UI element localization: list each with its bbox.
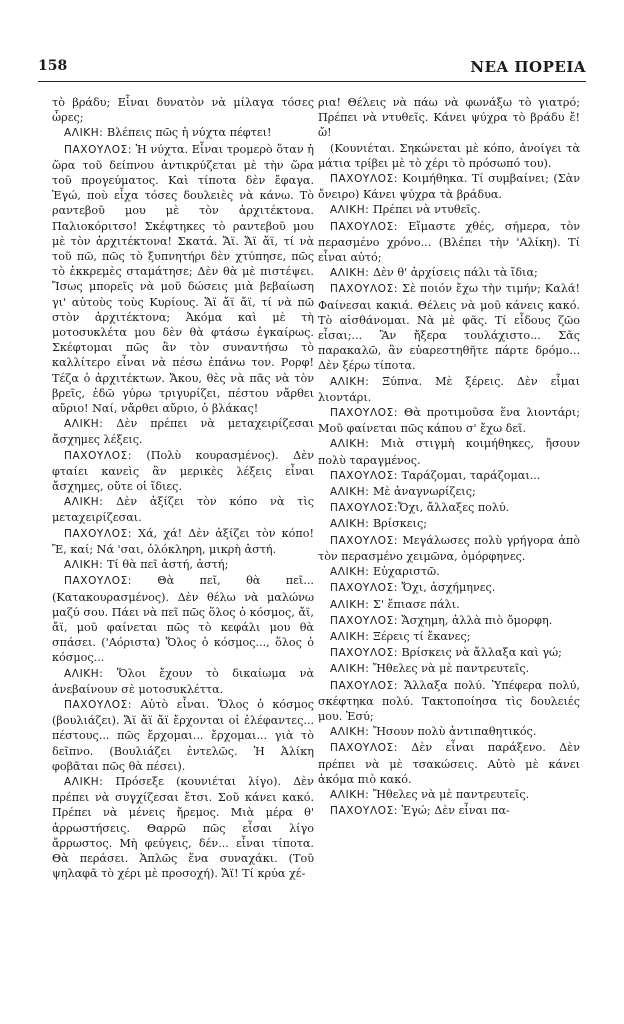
dialogue-text: Μὲ ἀναγνωρίζεις;: [369, 485, 476, 499]
dialogue-paragraph: [318, 597, 580, 613]
dialogue-text: Ὄχι, ἀσχήμηνες.: [397, 581, 496, 595]
speaker-name: ΑΛΙΚΗ:: [330, 726, 370, 739]
dialogue-paragraph: [318, 740, 580, 787]
dialogue-text: Θὰ πεῖ, θὰ πεῖ... (Κατακουρασμένος). Δὲν θέλω νὰ μαλώνω μαζύ σου. Πάει νὰ πεῖ πῶς ὅλος ὁ κόσμος, ἄϊ, ἄϊ, μοῦ φαίνεται πῶς τὸ κεφάλι μου θὰ σπάσει. ('Αόριστα) Ὅλος ὁ κόσμος..., ὅλος ὁ κόσμος...: [52, 574, 314, 665]
dialogue-text: Δὲν ἀξίζει τὸν κόπο νὰ τὶς μεταχειρίζεσαι.: [52, 495, 314, 525]
dialogue-paragraph: [52, 666, 314, 697]
speaker-name: ΑΛΙΚΗ:: [330, 598, 370, 611]
dialogue-text: Μιὰ στιγμὴ κοιμήθηκες, ἤσουν πολὺ ταραγμένος.: [318, 437, 580, 467]
dialogue-text: Τί θὰ πεῖ ἀστή, ἀστή;: [103, 558, 229, 572]
dialogue-paragraph: [52, 774, 314, 881]
dialogue-text: Ὄχι, ἄλλαξες πολύ.: [397, 501, 510, 515]
dialogue-paragraph: [318, 787, 580, 803]
dialogue-text: Ὅλοι ἔχουν τὸ δικαίωμα νὰ ἀνεβαίνουν σὲ μοτοσυκλέττα.: [52, 666, 314, 696]
speaker-name: ΠΑΧΟΥΛΟΣ:: [330, 614, 398, 627]
left-column: [52, 95, 314, 881]
dialogue-text: Δὲν θ' ἀρχίσεις πάλι τὰ ἴδια;: [369, 266, 538, 280]
page-header: [38, 58, 586, 80]
speaker-name: ΠΑΧΟΥΛΟΣ:: [330, 582, 398, 595]
dialogue-paragraph: [318, 803, 580, 819]
dialogue-paragraph: [52, 95, 314, 125]
speaker-name: ΑΛΙΚΗ:: [330, 486, 370, 499]
dialogue-text: Σὲ ποιόν ἔχω τὴν τιμήν; Καλά! Φαίνεσαι κακιά. Θέλεις νὰ μοῦ κάνεις κακό. Τὸ αἰσθάνομαι. Νὰ μὲ φᾶς. Τί εἶδους ζῶο εἶσαι;... Ἂν ἤξερα τουλάχιστο... Σᾶς παρακαλῶ, ἂν εὐαρεστηθῆτε πάρτε δρόμο... Δὲν ξέρω τίποτα.: [318, 282, 580, 373]
dialogue-paragraph: [318, 484, 580, 500]
dialogue-paragraph: [318, 629, 580, 645]
speaker-name: ΠΑΧΟΥΛΟΣ:: [330, 679, 398, 692]
dialogue-paragraph: [52, 142, 314, 417]
dialogue-text: ρια! Θέλεις νὰ πάω νὰ φωνάξω τὸ γιατρό; Πρέπει νὰ ντυθεῖς. Κάνει ψύχρα τὸ βράδυ ἔ! ὤ!: [318, 96, 580, 140]
dialogue-paragraph: [318, 661, 580, 677]
dialogue-paragraph: [318, 468, 580, 484]
dialogue-paragraph: [318, 436, 580, 467]
speaker-name: ΠΑΧΟΥΛΟΣ:: [330, 469, 398, 482]
speaker-name: ΠΑΧΟΥΛΟΣ:: [64, 527, 132, 540]
speaker-name: ΑΛΙΚΗ:: [330, 566, 370, 579]
speaker-name: ΠΑΧΟΥΛΟΣ:: [330, 407, 398, 420]
dialogue-paragraph: [318, 580, 580, 596]
dialogue-paragraph: [318, 613, 580, 629]
dialogue-text: Δὲν πρέπει νὰ μεταχειρίζεσαι ἄσχημες λέξεις.: [52, 417, 314, 447]
speaker-name: ΑΛΙΚΗ:: [64, 127, 104, 140]
speaker-name: ΑΛΙΚΗ:: [330, 663, 370, 676]
speaker-name: ΠΑΧΟΥΛΟΣ:: [64, 575, 132, 588]
dialogue-paragraph: [318, 500, 580, 516]
speaker-name: ΑΛΙΚΗ:: [330, 375, 370, 388]
dialogue-text: Αὐτὸ εἶναι. Ὅλος ὁ κόσμος (βουλιάζει). Ἄϊ ἄϊ ἄϊ ἔρχονται οἱ ἐλέφαντες... πέστους... πῶς ἔρχομαι... ἔρχομαι... γιὰ τὸ δεῖπνο. (Βουλιάζει ἐντελῶς. Ἡ Ἀλίκη φοβᾶται πῶς θὰ πέσει).: [52, 697, 314, 773]
dialogue-paragraph: [318, 516, 580, 532]
dialogue-paragraph: [318, 374, 580, 405]
dialogue-text: Πρόσεξε (κουνιέται λίγο). Δὲν πρέπει νὰ συγχίζεσαι ἔτσι. Σοῦ κάνει κακό. Πρέπει νὰ μένεις ἤρεμος. Μιὰ μέρα θ' ἀρρωστήσεις. Θαρρῶ πῶς εἶσαι λίγο ἄρρωστος. Μὴ φεύγεις, δέν... εἶναι τίποτα. Θὰ περάσει. Ἁπλῶς ἕνα συναχάκι. (Τοῦ ψηλαφᾶ τὸ χέρι μὲ προσοχή). Ἄϊ! Τί κρύα χέ-: [52, 774, 314, 881]
dialogue-text: Εὐχαριστῶ.: [369, 565, 440, 579]
dialogue-text: Ἐγώ; Δὲν εἶναι πα-: [397, 804, 510, 818]
speaker-name: ΑΛΙΚΗ:: [64, 559, 104, 572]
dialogue-paragraph: [318, 202, 580, 218]
dialogue-paragraph: [52, 573, 314, 665]
speaker-name: ΑΛΙΚΗ:: [330, 630, 370, 643]
dialogue-text: Ἤθελες νὰ μὲ παντρευτεῖς.: [369, 787, 530, 801]
dialogue-paragraph: [52, 494, 314, 525]
dialogue-paragraph: [318, 141, 580, 171]
dialogue-text: Ἄλλαξα πολύ. Ὑπέφερα πολύ, σκέφτηκα πολύ. Τακτοποίησα τὶς δουλειές μου. Ἐσύ;: [318, 678, 580, 723]
dialogue-paragraph: [52, 416, 314, 447]
dialogue-text: Πρέπει νὰ ντυθεῖς.: [369, 203, 481, 217]
speaker-name: ΠΑΧΟΥΛΟΣ:: [330, 220, 398, 233]
dialogue-text: Μεγάλωσες πολὺ γρήγορα ἀπὸ τὸν περασμένο χειμῶνα, ὀμόρφηνες.: [318, 533, 580, 563]
speaker-name: ΠΑΧΟΥΛΟΣ:: [330, 283, 398, 296]
page-number: 158: [38, 58, 68, 74]
speaker-name: ΑΛΙΚΗ:: [64, 418, 104, 431]
speaker-name: ΠΑΧΟΥΛΟΣ:: [330, 647, 398, 660]
speaker-name: ΠΑΧΟΥΛΟΣ:: [330, 742, 398, 755]
dialogue-paragraph: [318, 405, 580, 436]
dialogue-text: Ἤσουν πολὺ ἀντιπαθητικός.: [369, 725, 537, 739]
dialogue-text: Ξύπνα. Μὲ ξέρεις. Δὲν εἶμαι λιοντάρι.: [318, 374, 580, 404]
speaker-name: ΑΛΙΚΗ:: [330, 518, 370, 531]
speaker-name: ΑΛΙΚΗ:: [330, 267, 370, 280]
speaker-name: ΑΛΙΚΗ:: [330, 204, 370, 217]
dialogue-text: Ταράζομαι, ταράζομαι...: [397, 468, 541, 482]
dialogue-paragraph: [318, 281, 580, 373]
dialogue-text: Χά, χά! Δὲν ἀξίζει τὸν κόπο! Ἔ, καί; Νά 'σαι, ὁλόκληρη, μικρὴ ἀστή.: [52, 526, 314, 556]
dialogue-paragraph: [52, 557, 314, 573]
dialogue-paragraph: [318, 564, 580, 580]
dialogue-text: Ἤθελες νὰ μὲ παντρευτεῖς.: [369, 662, 530, 676]
dialogue-text: Ἄσχημη, ἀλλὰ πιὸ ὄμορφη.: [397, 613, 553, 627]
dialogue-text: Βρίσκεις;: [369, 517, 427, 531]
dialogue-text: Σ' ἔπιασε πάλι.: [369, 597, 460, 611]
dialogue-paragraph: [318, 95, 580, 141]
running-title: ΝΕΑ ΠΟΡΕΙΑ: [470, 58, 586, 76]
dialogue-text: τὸ βράδυ; Εἶναι δυνατὸν νὰ μίλαγα τόσες ὧρες;: [52, 96, 314, 125]
dialogue-paragraph: [318, 265, 580, 281]
dialogue-paragraph: [52, 448, 314, 495]
dialogue-paragraph: [52, 526, 314, 557]
speaker-name: ΠΑΧΟΥΛΟΣ:: [330, 805, 398, 818]
dialogue-paragraph: [318, 533, 580, 564]
speaker-name: ΠΑΧΟΥΛΟΣ:: [330, 502, 398, 515]
dialogue-text: Θὰ προτιμοῦσα ἕνα λιοντάρι; Μοῦ φαίνεται πῶς κάπου σ' ἔχω δεῖ.: [318, 406, 580, 436]
speaker-name: ΠΑΧΟΥΛΟΣ:: [64, 449, 132, 462]
speaker-name: ΠΑΧΟΥΛΟΣ:: [330, 534, 398, 547]
speaker-name: ΠΑΧΟΥΛΟΣ:: [64, 143, 132, 156]
dialogue-text: (Πολὺ κουρασμένος). Δὲν φταίει κανεὶς ἂν μερικὲς λέξεις εἶναι ἄσχημες, οὔτε οἱ ἴδιες.: [52, 448, 314, 494]
speaker-name: ΠΑΧΟΥΛΟΣ:: [64, 698, 132, 711]
dialogue-paragraph: [318, 645, 580, 661]
dialogue-paragraph: [52, 697, 314, 774]
dialogue-text: Δὲν εἶναι παράξενο. Δὲν πρέπει νὰ μὲ τσακώσεις. Αὐτὸ μὲ κάνει ἀκόμα πιὸ κακό.: [318, 741, 580, 786]
dialogue-text: Εἴμαστε χθές, σήμερα, τὸν περασμένο χρόνο... (Βλέπει τὴν 'Αλίκη). Τί εἶναι αὐτό;: [318, 219, 580, 265]
speaker-name: ΑΛΙΚΗ:: [64, 775, 104, 788]
dialogue-paragraph: [318, 171, 580, 202]
dialogue-paragraph: [52, 125, 314, 141]
dialogue-paragraph: [318, 724, 580, 740]
speaker-name: ΑΛΙΚΗ:: [64, 667, 104, 680]
speaker-name: ΠΑΧΟΥΛΟΣ:: [330, 173, 398, 186]
speaker-name: ΑΛΙΚΗ:: [330, 438, 370, 451]
speaker-name: ΑΛΙΚΗ:: [64, 496, 104, 509]
dialogue-text: (Κουνιέται. Σηκώνεται μὲ κόπο, ἀνοίγει τὰ μάτια τρίβει μὲ τὸ χέρι τὸ πρόσωπό του).: [318, 141, 580, 170]
dialogue-text: Ξέρεις τί ἔκανες;: [369, 629, 471, 643]
dialogue-text: Ἡ νύχτα. Εἶναι τρομερὸ ὅταν ἡ ὥρα τοῦ δείπνου ἀντικρύζεται μὲ τὴν ὥρα τοῦ προγεύματος. Καὶ τίποτα δὲν ἔφαγα. Ἐγώ, ποὺ εἶχα τόσες δουλειὲς νὰ κάνω. Τὸ ραντεβοῦ μου μὲ τὸν ἀρχιτέκτονα. Παλιοκόριτσο! Σκέφτηκες τὸ ραντεβοῦ μου μὲ τὸν ἀρχιτέκτονα! Σκατά. Ἄϊ. Ἄϊ ἄϊ, τί νὰ τοῦ πῶ, πῶς τὸ ξυπνητήρι δὲν χτύπησε, πῶς τὸ ἐκκρεμὲς σταμάτησε; Δὲν θὰ μὲ πιστέψει. Ἴσως μπορεῖς νὰ μοῦ δώσεις μιὰ βεβαίωση γι' αὐτοὺς τοὺς Κυρίους. Ἄϊ ἄϊ ἄϊ, τί νὰ πῶ στὸν ἀρχιτέκτονα; Ἀκόμα καὶ μὲ τὴ μοτοσυκλέτα μου δὲν θὰ φτάσω ἐγκαίρως. Σκέφτομαι πῶς ἂν τὸν συναντήσω τὸ καλλίτερο εἶναι νὰ πέσω ἐπάνω τον. Ρορφ! Τέζα ὁ ἀρχιτέκτων. Ἄκου, θὲς νὰ πᾶς νὰ τὸν βρεῖς, ἐδῶ γύρω τριγυρίζει, πέστου νἄρθει αὔριο! Ναί, νἄρθει αὔριο, ὁ βλάκας!: [52, 142, 314, 416]
dialogue-text: Κοιμήθηκα. Τί συμβαίνει; (Σὰν ὄνειρο) Κάνει ψύχρα τὰ βράδυα.: [318, 172, 580, 202]
dialogue-text: Βρίσκεις νὰ ἄλλαξα καὶ γώ;: [397, 646, 562, 660]
dialogue-paragraph: [318, 219, 580, 266]
right-column: [318, 95, 580, 819]
dialogue-text: Βλέπεις πῶς ἡ νύχτα πέφτει!: [103, 126, 272, 140]
dialogue-paragraph: [318, 678, 580, 725]
speaker-name: ΑΛΙΚΗ:: [330, 788, 370, 801]
header-rule: [38, 81, 586, 82]
